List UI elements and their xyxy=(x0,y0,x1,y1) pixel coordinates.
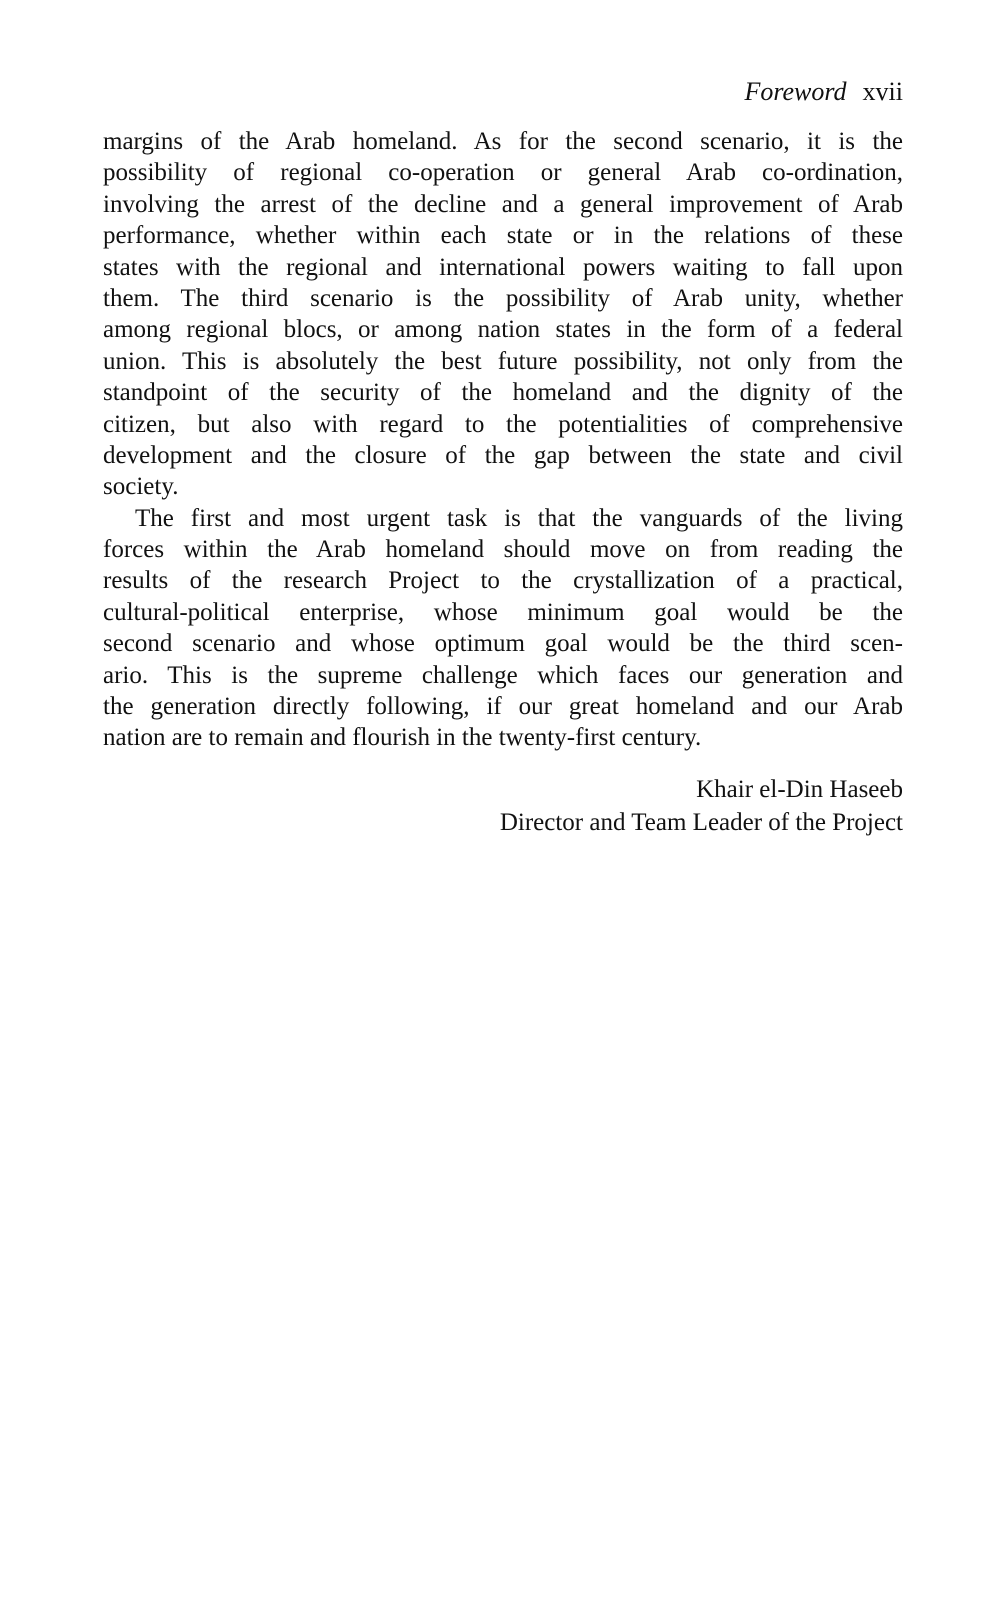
text-line: involving the arrest of the decline and a general improvement of Arab xyxy=(103,190,903,218)
text-line: among regional blocs, or among nation states in the form of a federal xyxy=(103,316,903,344)
text-line: results of the research Project to the crystallization of a practical, xyxy=(103,567,903,595)
text-line: cultural-political enterprise, whose minimum goal would be the xyxy=(103,598,903,626)
text-line: standpoint of the security of the homeland and the dignity of the xyxy=(103,379,903,407)
author-title: Director and Team Leader of the Project xyxy=(499,809,903,836)
paragraph-1 xyxy=(103,126,903,503)
text-line: forces within the Arab homeland should move on from reading the xyxy=(103,536,903,564)
running-head xyxy=(744,76,903,108)
author-name: Khair el-Din Haseeb xyxy=(696,776,903,803)
text-line: states with the regional and international powers waiting to fall upon xyxy=(103,253,903,281)
signature-block xyxy=(500,773,903,839)
text-line: citizen, but also with regard to the potentialities of comprehensive xyxy=(103,410,903,438)
page-number: xvii xyxy=(862,77,903,106)
text-line: margins of the Arab homeland. As for the second scenario, it is the xyxy=(103,128,903,155)
text-line: performance, whether within each state or in the relations of these xyxy=(103,222,903,250)
text-line: union. This is absolutely the best future possibility, not only from the xyxy=(103,347,903,375)
text-line: society. xyxy=(103,473,179,501)
text-line: ario. This is the supreme challenge which faces our generation and xyxy=(103,661,903,689)
text-line: development and the closure of the gap between the state and civil xyxy=(103,441,903,469)
paragraph-2 xyxy=(103,503,903,754)
text-line: them. The third scenario is the possibility of Arab unity, whether xyxy=(103,284,903,312)
body-text xyxy=(103,126,903,754)
text-line: possibility of regional co-operation or general Arab co-ordination, xyxy=(103,159,903,187)
text-line: nation are to remain and flourish in the twenty-first century. xyxy=(103,724,702,752)
text-line: The first and most urgent task is that the vanguards of the living xyxy=(135,504,903,532)
text-line: the generation directly following, if our great homeland and our Arab xyxy=(103,693,903,721)
text-line: second scenario and whose optimum goal would be the third scen- xyxy=(103,630,903,658)
running-head-section: Foreword xyxy=(744,77,847,106)
